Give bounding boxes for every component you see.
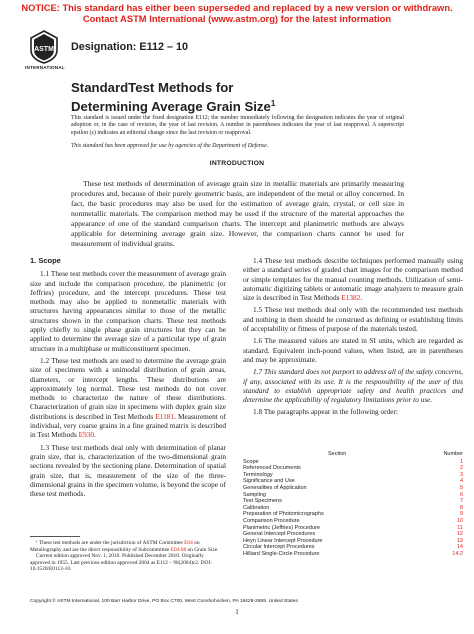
svg-text:ASTM: ASTM (34, 46, 54, 53)
title-line-2: Determining Average Grain Size (71, 98, 271, 114)
table-row (243, 505, 463, 512)
toc-section-label: Preparation of Photomicrographs (243, 511, 324, 518)
document-title (71, 80, 275, 114)
toc-section-number[interactable]: 11 (457, 524, 463, 531)
link-e1181[interactable]: E1181 (155, 411, 175, 421)
section-table-header (243, 451, 463, 458)
toc-section-label: Planimetric (Jeffries) Procedure (243, 524, 320, 531)
toc-section-number[interactable]: 6 (459, 491, 463, 498)
toc-section-label: Circular Intercept Procedures (243, 544, 315, 551)
notice-line-1: NOTICE: This standard has either been superseded and replaced by a new version or withdrawn. (21, 2, 453, 13)
toc-section-number[interactable]: 8 (459, 504, 463, 511)
toc-section-number[interactable]: 1 (459, 458, 463, 465)
introduction-heading: INTRODUCTION (209, 160, 265, 167)
table-row (243, 472, 463, 479)
designation-value: E112 – 10 (136, 41, 189, 53)
toc-section-label: Terminology (243, 471, 273, 478)
approval-note: This standard has been approved for use by agencies of the Department of Defense. (71, 143, 269, 149)
paragraph-1-6: 1.6 The measured values are stated in SI units, which are regarded as standard. Equivalent inch-pound values, when listed, are in parentheses and may be approximate. (243, 336, 463, 364)
footnote-divider (30, 536, 80, 537)
footnotes (30, 540, 225, 573)
footnote-2: Current edition approved Nov. 1, 2010. Published December 2010. Originally approved in 1955. Last previous edition approved 2004 as E112 – 96(2004)ε2. DOI: 10.1520/E0112-10. (30, 553, 212, 573)
table-row (243, 531, 463, 538)
toc-section-label: Generalities of Application (243, 484, 307, 491)
paragraph-1-2: 1.2 These test methods are used to determine the average grain size of specimens with a unimodal distribution of grain areas, diameters, or intercept lengths. These distributions are approximately log normal. These test methods do not cover methods to characterize the nature of these distributions. Characterization of grain size in specimens with duplex grain size distributions is described in Test Methods E1181. Measurement of individual, very coarse grains in a fine grained matrix is described in Test Methods E930. (30, 355, 226, 440)
introduction-text: These test methods of determination of average grain size in metallic materials are primarily measuring procedures and, because of their purely geometric basis, are independent of the metal or alloy concerned. In fact, the basic procedures may also be used for the estimation of average grain, crystal, or cell size in nonmetallic materials. The comparison method may be used if the structure of the material approaches the appearance of one of the standard comparison charts. The intercept and planimetric methods are always applicable for determining average grain size. However, the comparison charts cannot be used for measurement of individual grains. (71, 179, 404, 248)
table-row (243, 498, 463, 505)
table-row (243, 518, 463, 525)
paragraph-1-8: 1.8 The paragraphs appear in the following order: (253, 407, 398, 417)
toc-section-label: General Intercept Procedures (243, 531, 316, 538)
toc-section-number[interactable]: 9 (459, 511, 463, 518)
col-number-header: Number (443, 451, 463, 457)
toc-section-label: Scope (243, 458, 259, 465)
paragraph-1-1: 1.1 These test methods cover the measurement of average grain size and include the comparison procedure, the planimetric (or Jeffries) procedure, and the intercept procedures. These test methods may also be applied to nonmetallic materials with structures having appearances similar to those of the metallic structures shown in the comparison charts. These test methods apply chiefly to single phase grain structures but they can be applied to determine the average size of a particular type of grain structure in a multiphase or multiconstituent specimen. (30, 269, 226, 353)
toc-section-number[interactable]: 2 (459, 465, 463, 472)
col-section-header: Section (328, 451, 347, 457)
toc-section-label: Test Specimens (243, 498, 282, 505)
table-row (243, 459, 463, 466)
scope-heading: 1. Scope (30, 256, 61, 265)
toc-section-number[interactable]: 12 (456, 531, 463, 538)
table-row (243, 485, 463, 492)
table-row (243, 538, 463, 545)
toc-section-label: Referenced Documents (243, 465, 301, 472)
toc-section-number[interactable]: 4 (459, 478, 463, 485)
right-column (243, 256, 463, 420)
title-footnote-mark: 1 (270, 98, 276, 108)
table-row (243, 511, 463, 518)
astm-logo-icon (30, 30, 58, 64)
toc-section-label: Significance and Use (243, 478, 295, 485)
paragraph-1-5: 1.5 These test methods deal only with the recommended test methods and nothing in them should be construed as defining or establishing limits of acceptability or fitness of purpose of the materials tested. (243, 305, 463, 334)
toc-section-number[interactable]: 14.2 (452, 550, 463, 557)
toc-section-number[interactable]: 3 (459, 471, 463, 478)
toc-section-label: Comparison Procedure (243, 517, 300, 524)
toc-section-number[interactable]: 14 (456, 544, 463, 551)
copyright-footer: Copyright © ASTM International, 100 Barr Harbor Drive, PO Box C700, West Conshohocken, PA 19428-2959. United States (30, 599, 298, 604)
link-e930[interactable]: E930 (78, 430, 95, 440)
toc-section-number[interactable]: 5 (459, 484, 463, 491)
table-row (243, 465, 463, 472)
logo-wordmark: INTERNATIONAL (25, 65, 65, 70)
toc-section-label: Calibration (243, 504, 270, 511)
page-number: 1 (235, 608, 239, 616)
link-e04[interactable]: E04 (184, 540, 193, 546)
toc-section-number[interactable]: 13 (456, 537, 463, 544)
link-e1382[interactable]: E1382 (341, 293, 361, 303)
designation-label: Designation: (71, 41, 137, 53)
footnote-1: ¹ These test methods are under the jurisdiction of ASTM Committee E04 on Metallography and are the direct responsibility of Subcommittee E04.08 on Grain Size. (30, 540, 219, 553)
standard-note: This standard is issued under the fixed designation E112; the number immediately following the designation indicates the year of original adoption or, in the case of revision, the year of last revision. A number in parentheses indicates the year of last reapproval. A superscript epsilon (ε) indicates an editorial change since the last revision or reapproval. (71, 115, 404, 136)
title-line-1: StandardTest Methods for (71, 80, 234, 95)
withdrawn-notice (0, 2, 474, 24)
table-row (243, 551, 463, 558)
toc-section-label: Hilliard Single-Circle Procedure (243, 550, 320, 557)
toc-section-number[interactable]: 7 (459, 498, 463, 505)
toc-section-label: Heyn Linear Intercept Procedure (243, 537, 323, 544)
table-row (243, 478, 463, 485)
toc-section-label: Sampling (243, 491, 266, 498)
paragraph-1-7: 1.7 This standard does not purport to address all of the safety concerns, if any, associated with its use. It is the responsibility of the user of this standard to establish appropriate safety and health practices and determine the applicability of regulatory limitations prior to use. (243, 367, 463, 405)
toc-section-number[interactable]: 10 (456, 517, 463, 524)
designation (71, 41, 188, 53)
section-table (243, 451, 463, 558)
notice-line-2: Contact ASTM International (www.astm.org) for the latest information (82, 13, 392, 24)
table-row (243, 525, 463, 532)
table-row (243, 492, 463, 499)
left-column (30, 256, 226, 501)
paragraph-1-3: 1.3 These test methods deal only with determination of planar grain size, that is, characterization of the two-dimensional grain sections revealed by the sectioning plane. Determination of spatial grain size, that is, measurement of the size of the three-dimensional grains in the specimen volume, is beyond the scope of these test methods. (30, 442, 226, 499)
paragraph-1-4: 1.4 These test methods describe techniques performed manually using either a standard series of graded chart images for the comparison method or simple templates for the manual counting methods. Utilization of semi-automatic digitizing tablets or automatic image analyzers to measure grain size is described in Test Methods E1382. (243, 256, 463, 303)
table-row (243, 544, 463, 551)
link-e04-08[interactable]: E04.08 (170, 546, 187, 553)
